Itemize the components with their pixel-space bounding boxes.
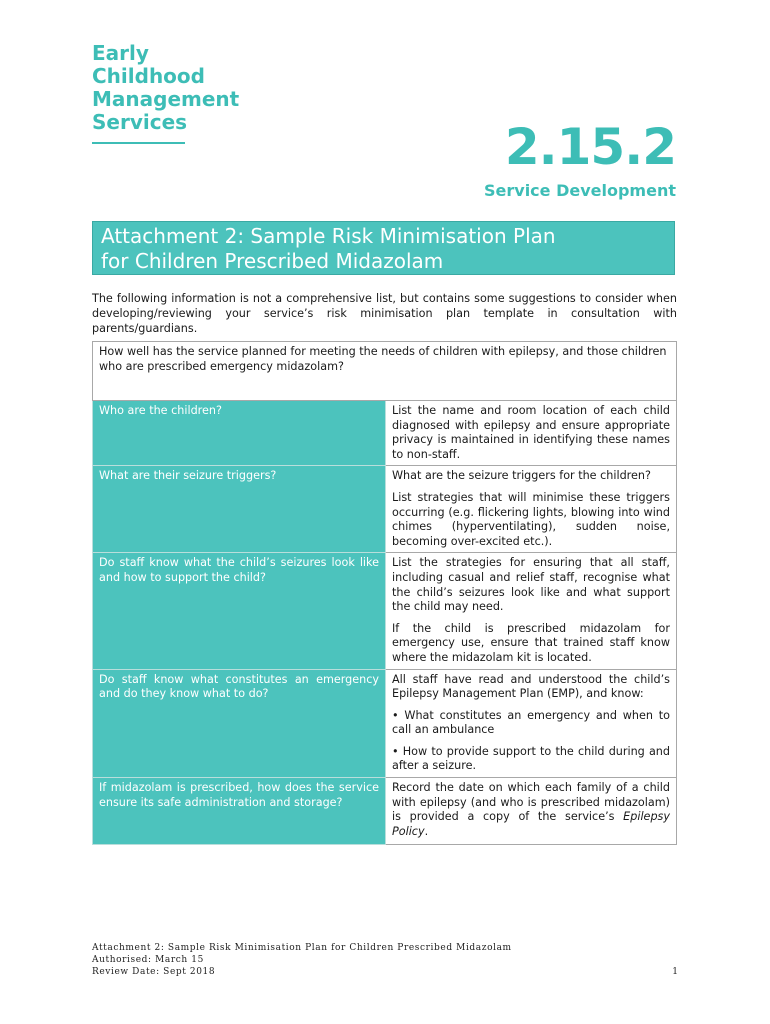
answer-text: List strategies that will minimise these triggers occurring (e.g. flickering lights, blowing into wind chimes (hyperventilating), sudden noise, becoming over-excited etc.). <box>392 490 670 548</box>
logo-line-childhood: Childhood <box>92 64 205 88</box>
title-line-1: Attachment 2: Sample Risk Minimisation Plan <box>101 224 556 248</box>
title-line-2: for Children Prescribed Midazolam <box>101 249 444 273</box>
table-row <box>93 401 677 466</box>
answer-bullet: • What constitutes an emergency and when to call an ambulance <box>392 708 670 737</box>
answer-text-prefix: Record the date on which each family of a child with epilepsy (and who is prescribed midazolam) is provided a copy of the service’s <box>392 781 670 824</box>
footer-authorised-date: Authorised: March 15 <box>92 955 204 965</box>
table-header-cell: How well has the service planned for meeting the needs of children with epilepsy, and those children who are prescribed emergency midazolam? <box>93 342 677 401</box>
answer-cell <box>386 553 677 669</box>
question-cell: What are their seizure triggers? <box>93 466 386 553</box>
table-row <box>93 778 677 845</box>
page-number: 1 <box>672 967 678 977</box>
intro-paragraph: The following information is not a comprehensive list, but contains some suggestions to consider when developing/reviewing your service’s risk minimisation plan template in consultation with parents/guardians. <box>92 292 677 335</box>
table-row <box>93 466 677 553</box>
logo-underline <box>92 142 185 144</box>
footer-document-title: Attachment 2: Sample Risk Minimisation Plan for Children Prescribed Midazolam <box>92 943 512 953</box>
answer-cell <box>386 778 677 845</box>
answer-cell <box>386 669 677 778</box>
question-cell: Do staff know what constitutes an emergency and do they know what to do? <box>93 669 386 778</box>
answer-text <box>392 781 670 839</box>
answer-text: List the name and room location of each child diagnosed with epilepsy and ensure appropriate privacy is maintained in identifying these names to non-staff. <box>392 404 670 461</box>
answer-text: If the child is prescribed midazolam for emergency use, ensure that trained staff know where the midazolam kit is located. <box>392 621 670 664</box>
answer-text: What are the seizure triggers for the children? <box>392 469 651 483</box>
question-cell: If midazolam is prescribed, how does the service ensure its safe administration and storage? <box>93 778 386 845</box>
answer-text: All staff have read and understood the child’s Epilepsy Management Plan (EMP), and know: <box>392 672 670 701</box>
table-row <box>93 669 677 778</box>
answer-bullet: • How to provide support to the child during and after a seizure. <box>392 744 670 773</box>
logo-line-management: Management <box>92 87 240 111</box>
organisation-logo <box>92 42 239 134</box>
answer-cell <box>386 401 677 466</box>
table-row <box>93 553 677 669</box>
document-section: Service Development <box>484 181 676 200</box>
answer-text: List the strategies for ensuring that all staff, including casual and relief staff, recognise what the child’s seizures look like and what support the child may need. <box>392 556 670 614</box>
policy-name: Epilepsy Policy <box>392 810 670 838</box>
answer-cell <box>386 466 677 553</box>
risk-plan-table <box>92 341 677 845</box>
page-footer <box>92 942 677 978</box>
document-title <box>92 221 675 275</box>
answer-text-suffix: . <box>424 824 429 838</box>
question-cell: Do staff know what the child’s seizures look like and how to support the child? <box>93 553 386 669</box>
table-header-row <box>93 342 677 401</box>
document-number: 2.15.2 <box>504 118 676 176</box>
footer-review-date: Review Date: Sept 2018 <box>92 967 216 977</box>
question-cell: Who are the children? <box>93 401 386 466</box>
logo-line-services: Services <box>92 110 188 134</box>
logo-line-early: Early <box>92 41 149 65</box>
